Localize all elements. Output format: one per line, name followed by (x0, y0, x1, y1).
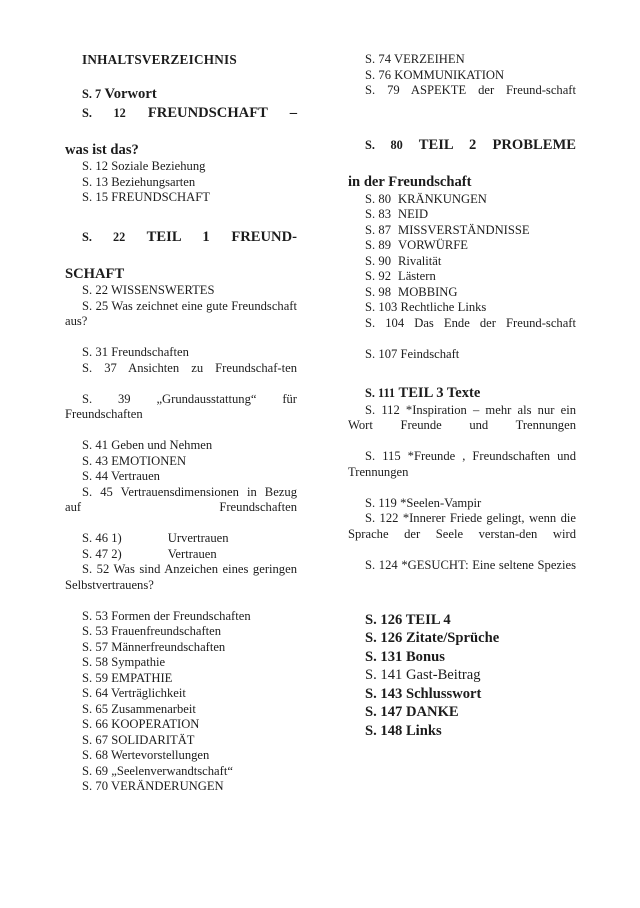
toc-entry-teil4[interactable]: S. 126 TEIL 4 (365, 611, 451, 628)
toc-entry-ansichten[interactable]: S. 37 Ansichten zu Freundschaf-ten (82, 360, 297, 375)
entry-page-number: S. 89 (365, 238, 391, 252)
entry-title: Rivalität (398, 253, 442, 268)
toc-entry-gute-freundschaft[interactable]: S. 25 Was zeichnet eine gute Freundschaft aus? (65, 298, 297, 328)
toc-entry-rechtliche-links[interactable]: S. 103 Rechtliche Links (365, 300, 487, 314)
toc-entry-wertevorstellungen[interactable]: S. 68 Wertevorstellungen (82, 748, 210, 762)
toc-entry-teil1-heading-line2[interactable]: SCHAFT (65, 265, 125, 282)
toc-entry-gesucht[interactable]: S. 124 *GESUCHT: Eine seltene Spezies (365, 557, 576, 572)
spacer (65, 206, 297, 228)
entry-title: Urvertrauen (167, 531, 229, 545)
toc-entry-teil3-heading[interactable] (348, 384, 576, 403)
toc-entry-wissenswertes[interactable]: S. 22 WISSENSWERTES (82, 283, 215, 297)
toc-entry-rivalitaet[interactable] (348, 254, 576, 270)
toc-entry-seelenverwandtschaft[interactable]: S. 69 „Seelenverwandtschaft“ (82, 763, 233, 778)
toc-entry-empathie[interactable]: S. 59 EMPATHIE (82, 670, 173, 685)
entry-page-number: S. 90 (365, 253, 391, 268)
toc-entry-mobbing[interactable] (348, 285, 576, 301)
toc-entry-vertraeglichkeit[interactable]: S. 64 Verträglichkeit (82, 686, 186, 700)
toc-entry-danke[interactable]: S. 147 DANKE (365, 704, 459, 720)
toc-entry-gast-beitrag[interactable]: S. 141 Gast-Beitrag (365, 667, 481, 683)
toc-entry-grundausstattung[interactable]: S. 39 „Grundausstattung“ für Freundschaften (65, 391, 297, 421)
entry-page-number: S. 92 (365, 269, 391, 283)
toc-entry-ende-freundschaft[interactable]: S. 104 Das Ende der Freund-schaft (365, 315, 576, 330)
toc-entry-links[interactable]: S. 148 Links (365, 722, 442, 739)
entry-title: TEIL 2 PROBLEME (418, 137, 576, 153)
toc-entry-teil2-heading-line2[interactable]: in der Freundschaft (348, 174, 472, 190)
entry-page-number: S. 80 (365, 191, 391, 206)
page-number: S. 7 (82, 87, 102, 101)
toc-entry-vertrauensdimensionen[interactable]: S. 45 Vertrauensdimensionen in Bezug auf Freundschaften (65, 484, 297, 514)
toc-entry-teil2-heading-line1[interactable] (348, 136, 576, 173)
toc-entry-feindschaft[interactable]: S. 107 Feindschaft (365, 346, 460, 361)
toc-entry-anzeichen[interactable]: S. 52 Was sind Anzeichen eines geringen Selbstvertrauens? (65, 562, 297, 592)
toc-entry-seelen-vampir[interactable]: S. 119 *Seelen-Vampir (365, 495, 482, 510)
toc-entry-freundschaft-heading-line1[interactable] (65, 104, 297, 141)
entry-title: TEIL 3 Texte (398, 385, 481, 401)
entry-title: FREUNDSCHAFT – (147, 104, 297, 121)
entry-title: Lästern (398, 269, 436, 283)
entry-page-number: S. 87 (365, 222, 391, 237)
entry-page-number: S. 47 2) (82, 546, 122, 561)
entry-title: VORWÜRFE (398, 238, 468, 252)
entry-page-number: S. 98 (365, 284, 391, 299)
toc-entry-solidaritaet[interactable]: S. 67 SOLIDARITÄT (82, 732, 195, 747)
page-number: S. 12 (82, 105, 126, 120)
toc-entry-vorwort[interactable] (65, 85, 297, 104)
page-title: INHALTSVERZEICHNIS (82, 52, 237, 67)
toc-entry-sympathie[interactable]: S. 58 Sympathie (82, 655, 166, 669)
toc-entry-frauenfreundschaften[interactable]: S. 53 Frauenfreundschaften (82, 624, 222, 638)
spacer (65, 68, 297, 85)
toc-entry-inspiration[interactable]: S. 112 *Inspiration – mehr als nur ein Wort Freunde und Trennungen (348, 402, 576, 432)
page-number: S. 111 (365, 386, 396, 400)
toc-entry-zusammenarbeit[interactable]: S. 65 Zusammenarbeit (82, 701, 196, 716)
toc-entry-freundschaften[interactable]: S. 31 Freundschaften (82, 345, 189, 359)
toc-entry-verzeihen[interactable]: S. 74 VERZEIHEN (365, 52, 465, 66)
toc-entry-vertrauen[interactable]: S. 44 Vertrauen (82, 469, 160, 483)
entry-title: MOBBING (398, 284, 458, 299)
entry-title: KRÄNKUNGEN (398, 191, 487, 206)
toc-entry-formen[interactable]: S. 53 Formen der Freundschaften (82, 608, 251, 623)
toc-left-column (65, 52, 297, 795)
toc-entry-freunde[interactable]: S. 115 *Freunde , Freundschaften und Trennungen (348, 449, 576, 479)
toc-entry-maennerfreundschaften[interactable]: S. 57 Männerfreundschaften (82, 639, 226, 654)
toc-entry-vertrauen-2[interactable] (65, 547, 297, 563)
toc-entry-soziale-beziehung[interactable]: S. 12 Soziale Beziehung (82, 159, 206, 173)
entry-page-number: S. 83 (365, 207, 391, 221)
toc-entry-neid[interactable] (348, 207, 576, 223)
spacer (348, 589, 576, 611)
entry-title: TEIL 1 FREUND- (146, 228, 297, 245)
toc-entry-kooperation[interactable]: S. 66 KOOPERATION (82, 717, 200, 731)
spacer (348, 114, 576, 136)
page-number: S. 22 (82, 229, 126, 244)
toc-entry-kommunikation[interactable]: S. 76 KOMMUNIKATION (365, 67, 505, 82)
toc-entry-kraenkungen[interactable] (348, 192, 576, 208)
toc-entry-geben-nehmen[interactable]: S. 41 Geben und Nehmen (82, 438, 213, 452)
toc-entry-bonus[interactable]: S. 131 Bonus (365, 648, 445, 665)
toc-entry-veraenderungen[interactable]: S. 70 VERÄNDERUNGEN (82, 779, 224, 793)
page-number: S. 80 (365, 138, 403, 152)
toc-entry-missverstaendnisse[interactable] (348, 223, 576, 239)
spacer (348, 362, 576, 384)
toc-entry-aspekte[interactable]: S. 79 ASPEKTE der Freund-schaft (365, 83, 576, 97)
toc-entry-teil1-heading-line1[interactable] (65, 228, 297, 265)
entry-title: Vertrauen (167, 546, 217, 561)
toc-entry-laestern[interactable] (348, 269, 576, 285)
toc-entry-zitate[interactable]: S. 126 Zitate/Sprüche (365, 630, 500, 646)
toc-entry-emotionen[interactable]: S. 43 EMOTIONEN (82, 453, 187, 468)
toc-entry-freundschaft-heading-line2[interactable]: was ist das? (65, 141, 139, 158)
toc-entry-vorwuerfe[interactable] (348, 238, 576, 254)
entry-title: MISSVERSTÄNDNISSE (398, 222, 530, 237)
entry-page-number: S. 46 1) (82, 531, 122, 545)
toc-right-column (348, 52, 576, 740)
toc-entry-freundschaft[interactable]: S. 15 FREUNDSCHAFT (82, 190, 210, 204)
entry-title: Vorwort (104, 86, 157, 102)
toc-entry-innerer-friede[interactable]: S. 122 *Innerer Friede gelingt, wenn die Sprache der Seele verstan-den wird (348, 511, 576, 541)
toc-entry-beziehungsarten[interactable]: S. 13 Beziehungsarten (82, 174, 196, 189)
entry-title: NEID (398, 207, 429, 221)
toc-entry-urvertrauen[interactable] (65, 531, 297, 547)
toc-entry-schlusswort[interactable]: S. 143 Schlusswort (365, 685, 482, 702)
